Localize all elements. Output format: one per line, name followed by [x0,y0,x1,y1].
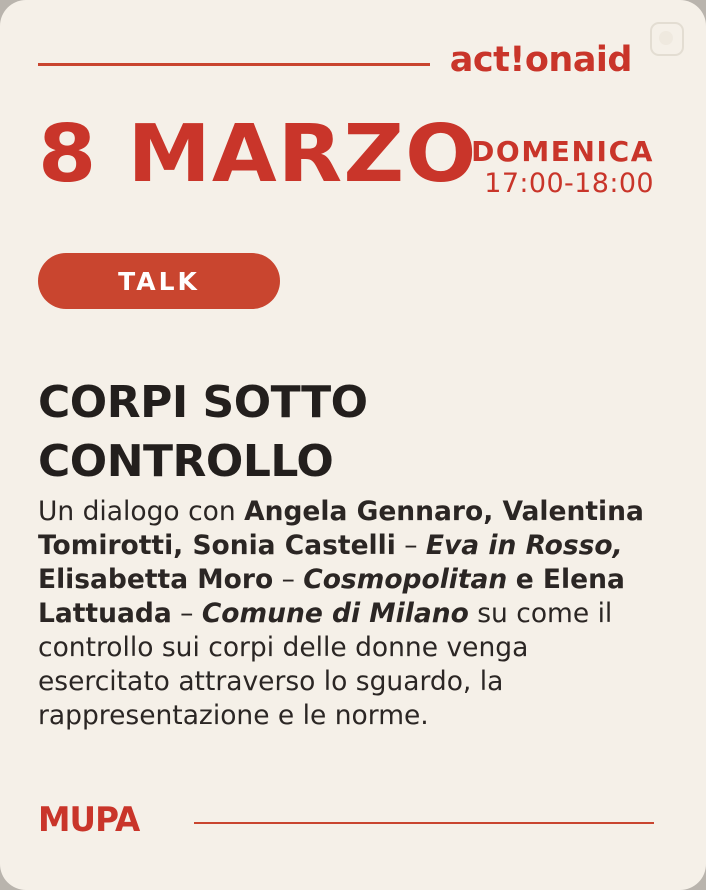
event-title: CORPI SOTTO CONTROLLO [38,377,368,487]
event-type-badge: TALK [38,253,280,309]
mupa-logo: MUPA [38,800,140,840]
actionaid-logo: act!onaid [449,40,632,80]
poster-header [38,40,668,80]
footer-divider [194,822,654,824]
poster-footer [38,800,668,844]
event-time-range: 17:00-18:00 [484,168,654,199]
event-schedule [471,136,654,200]
event-day-label: DOMENICA [471,135,654,168]
event-date: 8 MARZO [38,108,478,200]
header-divider [38,63,430,66]
device-camera-icon [650,22,684,56]
event-description: Un dialogo con Angela Gennaro, Valentina Tomirotti, Sonia Castelli – Eva in Rosso, Elisabetta Moro – Cosmopolitan e Elena Lattuada – Comune di Milano su come il controllo sui corpi delle donne venga esercitato attraverso lo sguardo, la rappresentazione e le norme. [38,496,644,731]
